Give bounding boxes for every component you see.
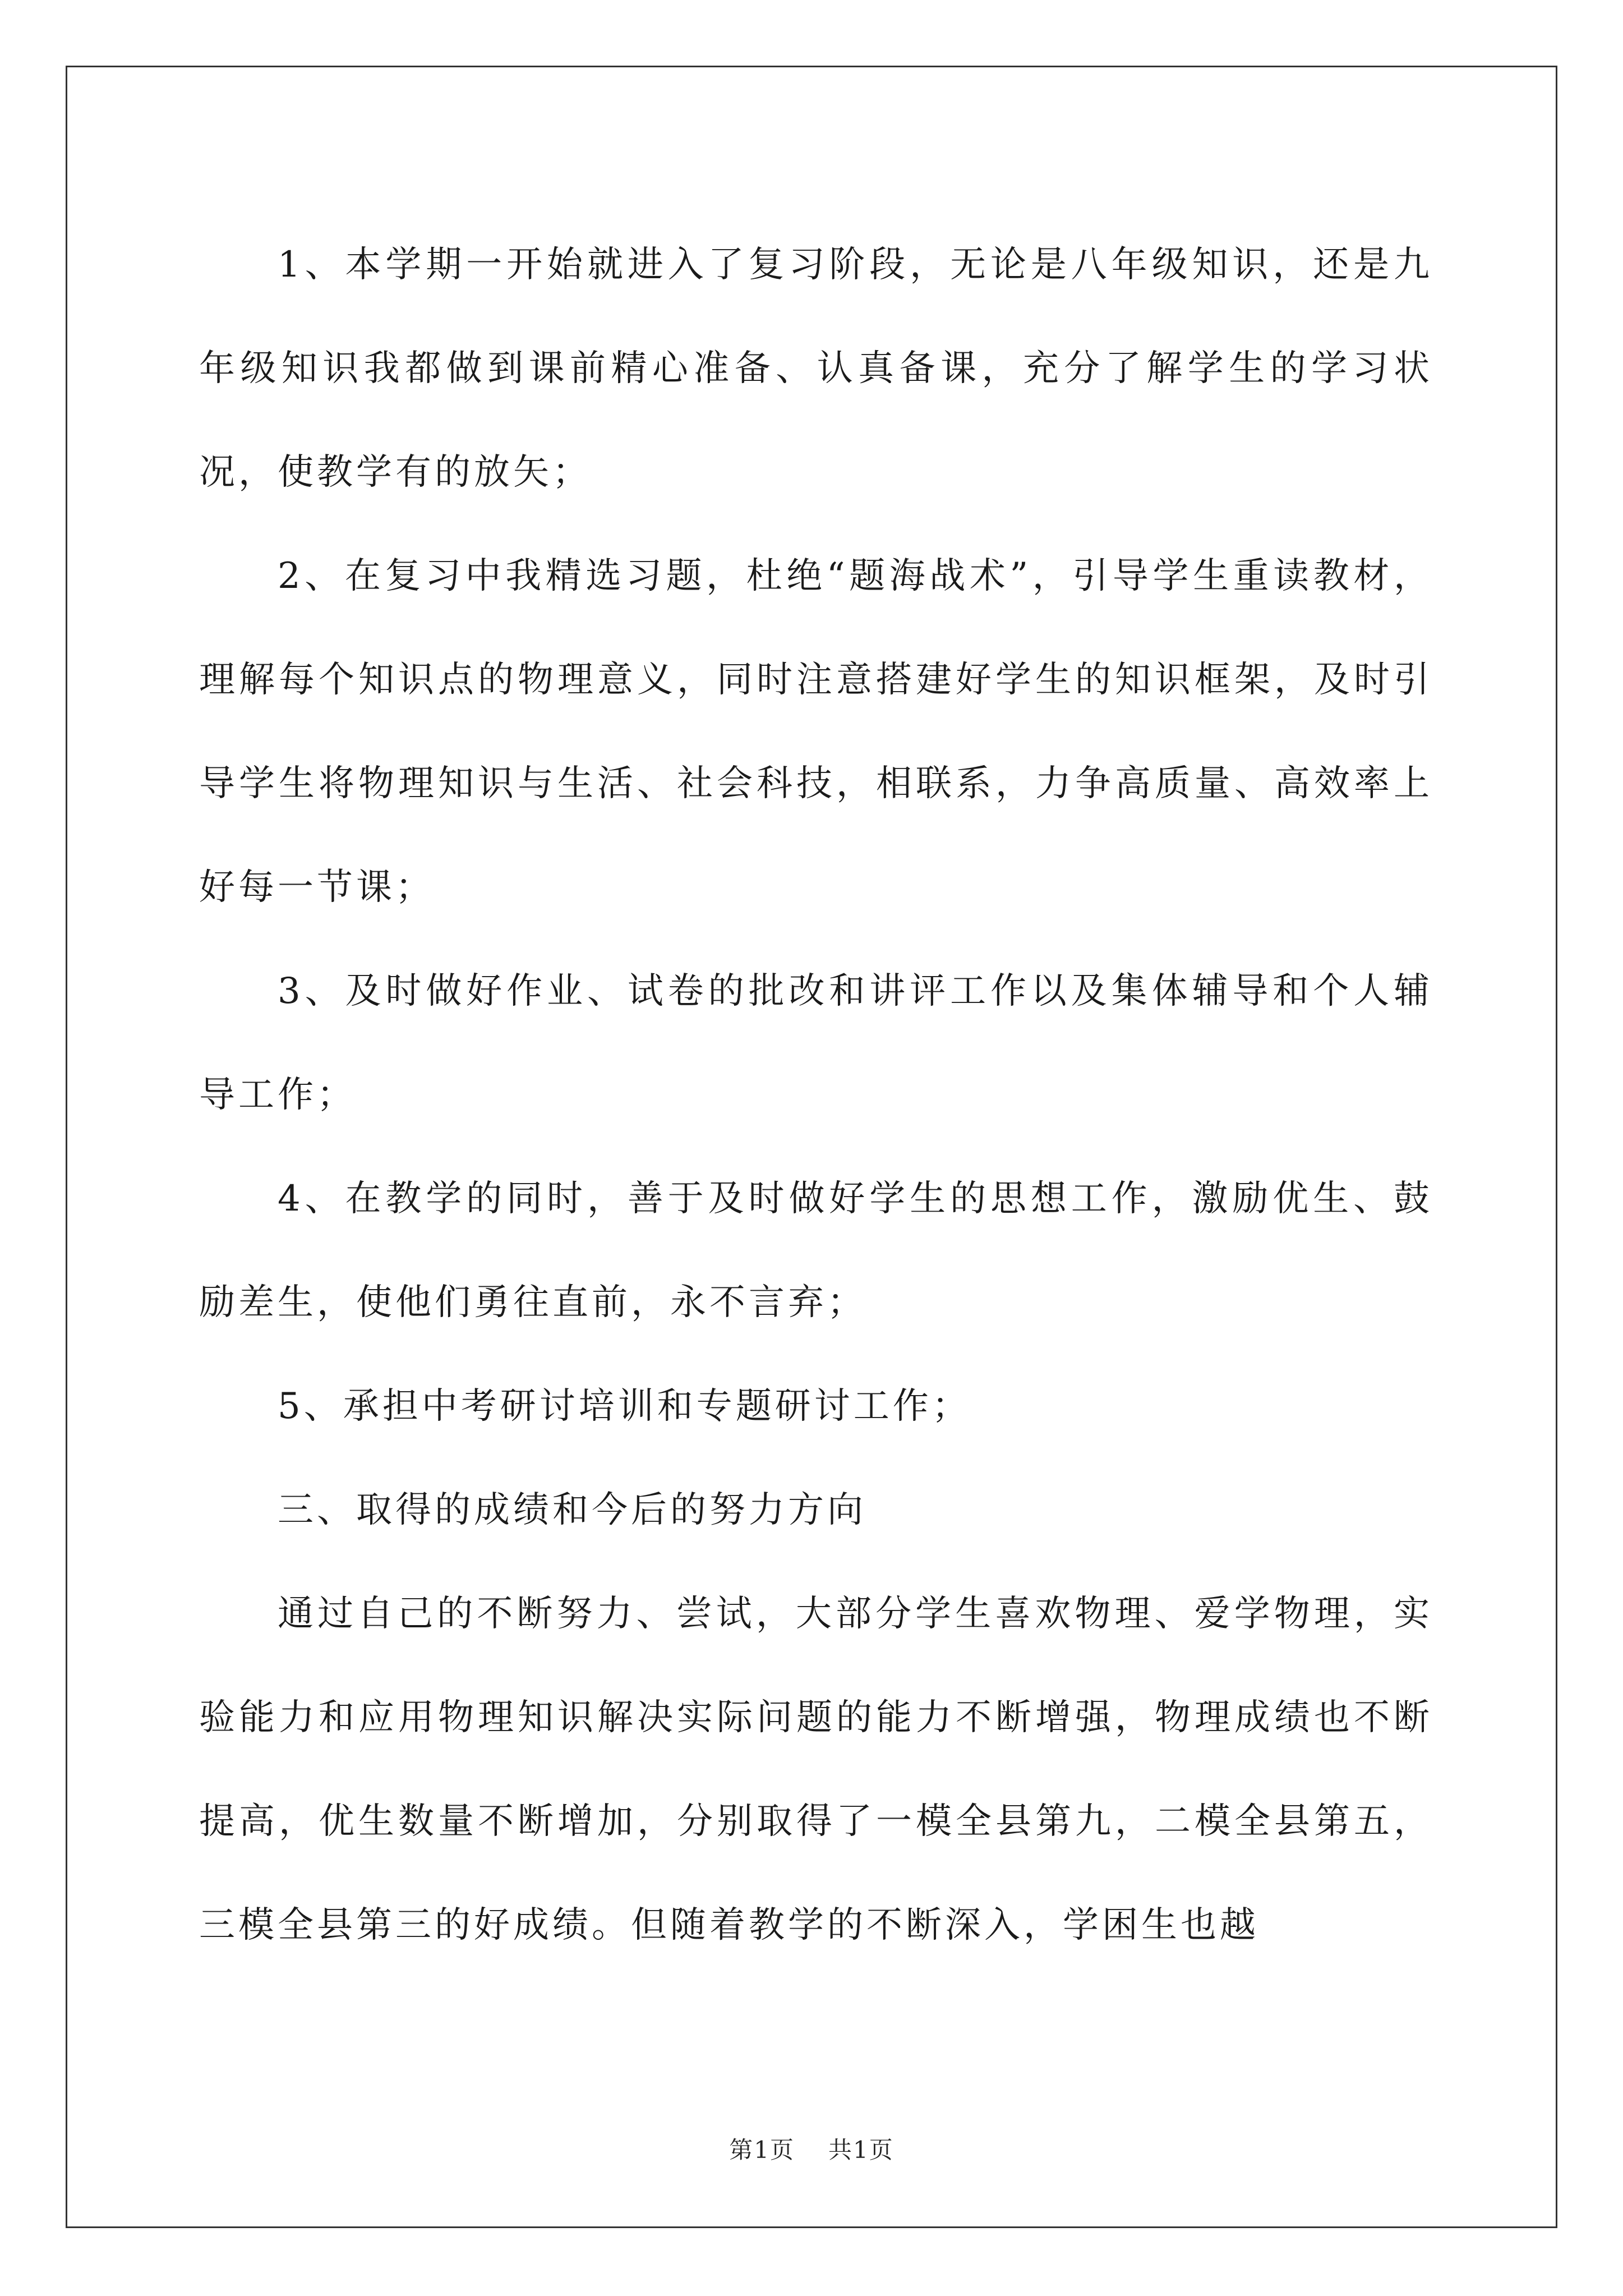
- section-heading: 三、取得的成绩和今后的努力方向: [278, 1489, 866, 1531]
- paragraph-item-4: 4、在教学的同时，善于及时做好学生的思想工作，激励优生、鼓励差生，使他们勇往直前，永不言弃；: [199, 1178, 1433, 1323]
- page-total: 共1页: [828, 2136, 894, 2164]
- paragraph-item-5: 5、承担中考研讨培训和专题研讨工作；: [278, 1386, 971, 1427]
- paragraph-item-2: 2、在复习中我精选习题，杜绝“题海战术”，引导学生重读教材，理解每个知识点的物理意义，同时注意搭建好学生的知识框架，及时引导学生将物理知识与生活、社会科技，相联系，力争高质量、高效率上好每一节课；: [199, 555, 1433, 908]
- paragraph-item-1: 1、本学期一开始就进入了复习阶段，无论是八年级知识，还是九年级知识我都做到课前精心准备、认真备课，充分了解学生的学习状况，使教学有的放矢；: [199, 244, 1433, 493]
- page-footer: [0, 2132, 1623, 2165]
- page-number: 第1页: [729, 2136, 795, 2164]
- paragraph-item-3: 3、及时做好作业、试卷的批改和讲评工作以及集体辅导和个人辅导工作；: [199, 970, 1433, 1116]
- document-body: [199, 213, 1433, 1977]
- summary-paragraph: 通过自己的不断努力、尝试，大部分学生喜欢物理、爱学物理，实验能力和应用物理知识解决实际问题的能力不断增强，物理成绩也不断提高，优生数量不断增加，分别取得了一模全县第九，二模全县第五，三模全县第三的好成绩。但随着教学的不断深入，学困生也越: [199, 1593, 1433, 1946]
